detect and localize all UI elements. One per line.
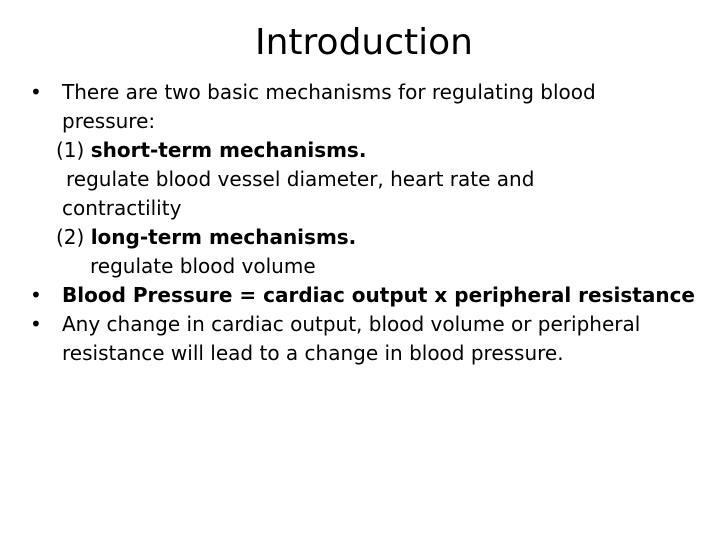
mechanism-description-cont: [36, 194, 716, 223]
bullet-icon: •: [30, 283, 42, 307]
mechanism-name: short-term mechanisms.: [90, 138, 367, 162]
closing-text-line-1: Any change in cardiac output, blood volume or peripheral: [62, 312, 641, 336]
slide-content: [30, 78, 716, 368]
mechanism-description: [36, 165, 716, 194]
mechanism-description: [36, 252, 716, 281]
formula-text: Blood Pressure = cardiac output x peripheral resistance: [62, 283, 695, 307]
slide-title: Introduction: [254, 22, 473, 63]
short-term-desc-line-2: contractility: [62, 196, 182, 220]
text-line: [36, 339, 716, 368]
bullet-line-formula: [30, 281, 716, 310]
mechanism-heading-long-term: [36, 223, 716, 252]
mechanism-name: long-term mechanisms.: [90, 225, 357, 249]
text-line: [36, 107, 716, 136]
bullet-line-closing: [30, 310, 716, 339]
mechanism-number: (2): [56, 225, 85, 249]
intro-text-line-1: There are two basic mechanisms for regulating blood: [62, 80, 596, 104]
long-term-desc-line-1: regulate blood volume: [90, 254, 316, 278]
intro-text-line-2: pressure:: [62, 109, 156, 133]
short-term-desc-line-1: regulate blood vessel diameter, heart rate and: [66, 167, 535, 191]
bullet-icon: •: [30, 312, 42, 336]
bullet-line: [30, 78, 716, 107]
mechanism-heading-short-term: [36, 136, 716, 165]
mechanism-number: (1): [56, 138, 85, 162]
closing-text-line-2: resistance will lead to a change in blood pressure.: [62, 341, 564, 365]
bullet-icon: •: [30, 80, 42, 104]
